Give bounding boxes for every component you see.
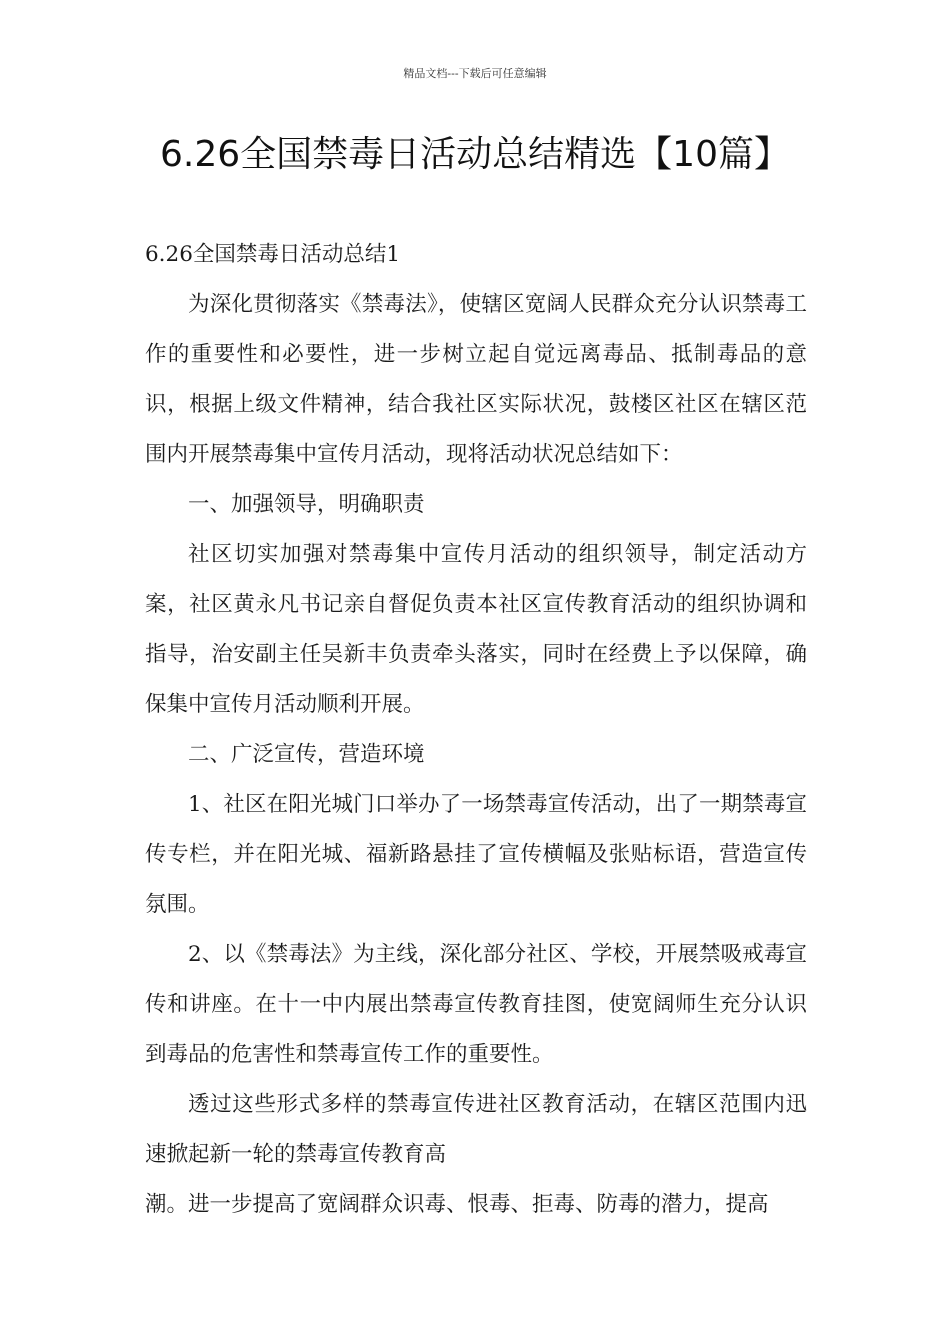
subheading-leadership: 一、加强领导，明确职责 (188, 492, 425, 517)
document-title: 6.26全国禁毒日活动总结精选【10篇】 (160, 134, 790, 175)
body-paragraph: 透过这些形式多样的禁毒宣传进社区教育活动，在辖区范围内迅速掀起新一轮的禁毒宣传教育高 (145, 1092, 807, 1167)
body-paragraph: 1、社区在阳光城门口举办了一场禁毒宣传活动，出了一期禁毒宣传专栏，并在阳光城、福新路悬挂了宣传横幅及张贴标语，营造宣传氛围。 (145, 792, 807, 917)
document-body (145, 230, 807, 1230)
body-paragraph: 为深化贯彻落实《禁毒法》，使辖区宽阔人民群众充分认识禁毒工作的重要性和必要性，进一步树立起自觉远离毒品、抵制毒品的意识，根据上级文件精神，结合我社区实际状况，鼓楼区社区在辖区范围内开展禁毒集中宣传月活动，现将活动状况总结如下： (145, 292, 807, 467)
header-note: 精品文档---下载后可任意编辑 (403, 67, 547, 80)
body-paragraph-continued: 潮。进一步提高了宽阔群众识毒、恨毒、拒毒、防毒的潜力，提高 (145, 1192, 769, 1217)
body-paragraph: 2、以《禁毒法》为主线，深化部分社区、学校，开展禁吸戒毒宣传和讲座。在十一中内展出禁毒宣传教育挂图，使宽阔师生充分认识到毒品的危害性和禁毒宣传工作的重要性。 (145, 942, 807, 1067)
body-paragraph: 社区切实加强对禁毒集中宣传月活动的组织领导，制定活动方案，社区黄永凡书记亲自督促负责本社区宣传教育活动的组织协调和指导，治安副主任吴新丰负责牵头落实，同时在经费上予以保障，确保集中宣传月活动顺利开展。 (145, 542, 807, 717)
section-heading: 6.26全国禁毒日活动总结1 (145, 242, 401, 267)
subheading-publicity: 二、广泛宣传，营造环境 (188, 742, 425, 767)
